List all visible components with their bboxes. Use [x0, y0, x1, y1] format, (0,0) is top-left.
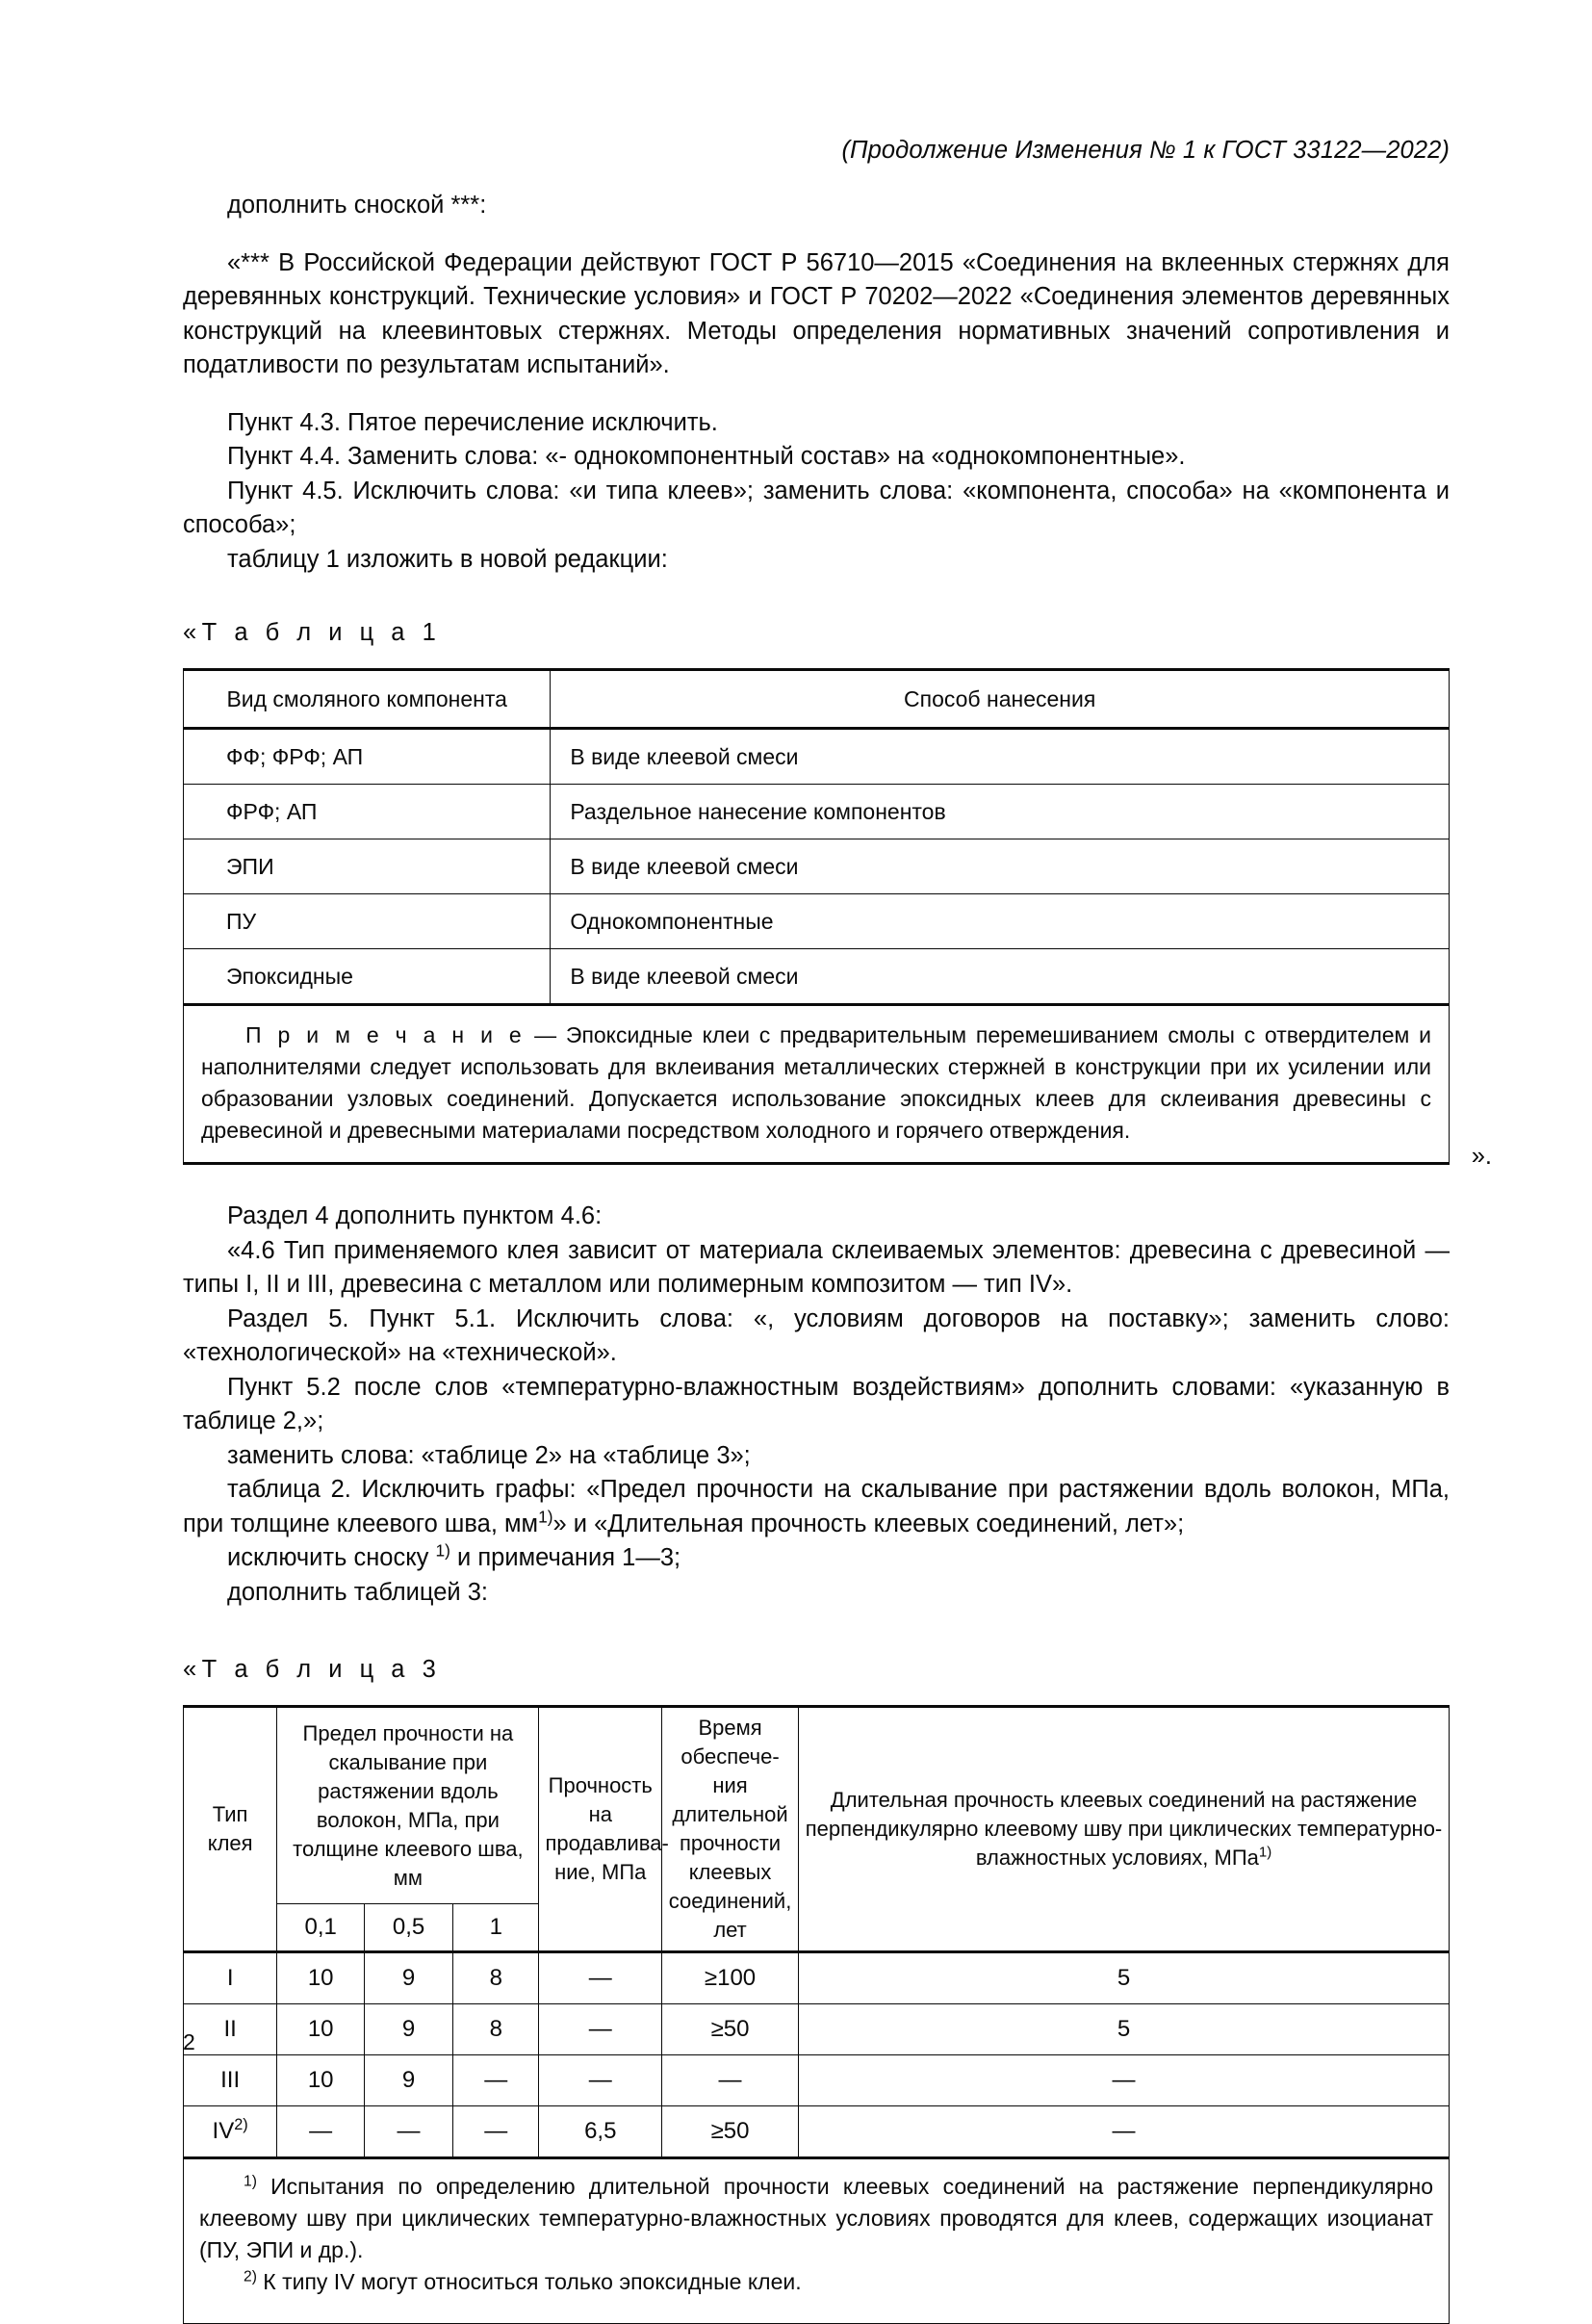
table1-note-label: П р и м е ч а н и е [245, 1022, 526, 1047]
superscript-footnote-2: 2) [244, 2268, 257, 2285]
table1-note [184, 1005, 1450, 1164]
table3-header-time: Время обеспечения длительной прочности клеевых соединений, лет [662, 1707, 799, 1952]
table1-cell-component: ФРФ; АП [184, 785, 551, 839]
table1-cell-method: В виде клеевой смеси [551, 839, 1450, 894]
paragraph-item-4-6: «4.6 Тип применяемого клея зависит от материала склеиваемых элементов: древесина с древесиной — типы I, II и III, древесина с металлом или полимерным композитом — тип IV». [183, 1236, 1450, 1298]
table3-cell-time: — [662, 2055, 799, 2106]
superscript-footnote-1: 1) [435, 1540, 450, 1561]
table3-cell-s01: — [277, 2106, 365, 2158]
table1-header-method: Способ нанесения [551, 670, 1450, 729]
paragraph-exclude-footnote-b: и примечания 1—3; [449, 1544, 681, 1571]
table3-cell-s05: 9 [365, 2004, 453, 2055]
table3-header-punch: Прочность на продавливание, МПа [539, 1707, 662, 1952]
table1-cell-component: ПУ [184, 894, 551, 949]
table1-cell-component: ЭПИ [184, 839, 551, 894]
table3-cell-type: III [184, 2055, 277, 2106]
table1-closing-quote: ». [1471, 1143, 1492, 1170]
table3-cell-punch: — [539, 2055, 662, 2106]
paragraph-table2-exclude-a: таблица 2. Исключить графы: «Предел прочности на скалывание при растяжении вдоль волокон, МПа, при толщине клеевого шва, мм [183, 1476, 1450, 1537]
paragraph-add-footnote: дополнить сноской ***: [227, 192, 487, 219]
table3-cell-type: I [184, 1952, 277, 2004]
table3-footnote-1 [199, 2171, 1433, 2266]
table3-footnote-1-text: Испытания по определению длительной прочности клеевых соединений на растяжение перпендикулярно клеевому шву при циклических температурно-влажностных условиях проводятся для клеев, содержащих изоцианат (ПУ, ЭПИ и др.). [199, 2174, 1433, 2262]
table3-footnotes-row [184, 2158, 1450, 2324]
table3-header-shear: Предел прочности на скалывание при растяжении вдоль волокон, МПа, при толщине клеевого шва, мм [277, 1707, 539, 1904]
table3-header-type [184, 1707, 277, 1952]
page-number: 2 [183, 2029, 195, 2054]
table3-cell-longterm: 5 [799, 1952, 1450, 2004]
table1-note-row [184, 1005, 1450, 1164]
table3-footnotes [184, 2158, 1450, 2324]
table3-cell-s05: 9 [365, 1952, 453, 2004]
table3-cell-time: ≥50 [662, 2106, 799, 2158]
table3-cell-type: II [184, 2004, 277, 2055]
table1-cell-component: ФФ; ФРФ; АП [184, 729, 551, 785]
document-body [183, 189, 1492, 2324]
superscript-footnote-2: 2) [234, 2116, 248, 2133]
table-row-header [184, 1707, 1450, 1904]
table3-cell-s1: 8 [453, 1952, 539, 2004]
table3-cell-longterm: — [799, 2055, 1450, 2106]
paragraph-table2-exclude-b: » и «Длительная прочность клеевых соединений, лет»; [552, 1510, 1185, 1537]
table3-cell-type-text: IV [212, 2118, 235, 2144]
table-1 [183, 668, 1450, 1165]
paragraph-item-4-3: Пункт 4.3. Пятое перечисление исключить. [227, 408, 718, 436]
table3-cell-time: ≥50 [662, 2004, 799, 2055]
table3-subheader-01: 0,1 [277, 1904, 365, 1952]
table1-caption [183, 619, 1450, 647]
table3-cell-s1: 8 [453, 2004, 539, 2055]
paragraph-add-table3: дополнить таблицей 3: [227, 1578, 488, 1606]
table1-cell-component: Эпоксидные [184, 949, 551, 1005]
table3-cell-s01: 10 [277, 2004, 365, 2055]
table3-cell-time: ≥100 [662, 1952, 799, 2004]
table-row [184, 949, 1450, 1005]
table3-caption-text: «Т а б л и ц а [183, 1656, 423, 1683]
table3-cell-punch: — [539, 2004, 662, 2055]
table3-caption-number: 3 [422, 1656, 436, 1683]
superscript-footnote-1: 1) [244, 2173, 257, 2190]
table1-cell-method: Однокомпонентные [551, 894, 1450, 949]
paragraph-exclude-footnote [183, 1541, 1450, 1576]
table3-cell-s01: 10 [277, 1952, 365, 2004]
table1-note-dash: — [525, 1022, 566, 1047]
table3-cell-type [184, 2106, 277, 2158]
table1-wrapper [183, 668, 1492, 1170]
table1-header-component: Вид смоляного компонента [184, 670, 551, 729]
table1-cell-method: Раздельное нанесение компонентов [551, 785, 1450, 839]
paragraph-item-5-1: Раздел 5. Пункт 5.1. Исключить слова: «, условиям договоров на поставку»; заменить слово: «технологической» на «технической». [183, 1304, 1450, 1366]
table3-header-type-line1: Тип [212, 1802, 248, 1826]
table3-cell-s1: — [453, 2106, 539, 2158]
table3-cell-punch: — [539, 1952, 662, 2004]
paragraph-item-4-5: Пункт 4.5. Исключить слова: «и типа клеев»; заменить слова: «компонента, способа» на «компонента и способа»; [183, 477, 1450, 538]
table-row [184, 2055, 1450, 2106]
table-row [184, 2004, 1450, 2055]
running-head: (Продолжение Изменения № 1 к ГОСТ 33122—2022) [841, 137, 1450, 164]
table3-caption [183, 1656, 1450, 1684]
table3-header-type-line2: клея [207, 1831, 253, 1855]
table3-footnote-2 [199, 2266, 1433, 2298]
table-row [184, 894, 1450, 949]
paragraph-item-4-6-intro: Раздел 4 дополнить пунктом 4.6: [227, 1202, 603, 1229]
superscript-footnote-1: 1) [1258, 1844, 1272, 1861]
table3-cell-s01: 10 [277, 2055, 365, 2106]
table3-subheader-1: 1 [453, 1904, 539, 1952]
table3-cell-s05: 9 [365, 2055, 453, 2106]
table-row-header [184, 670, 1450, 729]
table-row [184, 839, 1450, 894]
paragraph-table2-exclude [183, 1473, 1450, 1541]
table1-caption-number: 1 [422, 619, 436, 646]
paragraph-item-5-2: Пункт 5.2 после слов «температурно-влажностным воздействиям» дополнить словами: «указанную в таблице 2,»; [183, 1373, 1450, 1434]
paragraph-footnote-text: «*** В Российской Федерации действуют ГОСТ Р 56710—2015 «Соединения на вклеенных стержнях для деревянных конструкций. Технические условия» и ГОСТ Р 70202—2022 «Соединения элементов деревянных конструкций на клеевинтовых стержнях. Методы определения нормативных значений сопротивления и податливости по результатам испытаний». [183, 248, 1450, 378]
table-row [184, 785, 1450, 839]
paragraph-table1-intro: таблицу 1 изложить в новой редакции: [227, 545, 668, 573]
table1-cell-method: В виде клеевой смеси [551, 729, 1450, 785]
table3-header-longterm [799, 1707, 1450, 1952]
table-row [184, 2106, 1450, 2158]
table3-cell-s1: — [453, 2055, 539, 2106]
table1-note-text: Эпоксидные клеи с предварительным перемешиванием смолы с отвердителем и наполнителями следует использовать для вклеивания металлических стержней в конструкции при их усилении или образовании узловых соединений. Допускается использование эпоксидных клеев для склеивания древесины с древесиной и древесными материалами посредством холодного и горячего отверждения. [201, 1022, 1431, 1143]
paragraph-replace-words: заменить слова: «таблице 2» на «таблице 3»; [227, 1441, 751, 1469]
table3-cell-longterm: — [799, 2106, 1450, 2158]
table-row [184, 1952, 1450, 2004]
table1-caption-text: «Т а б л и ц а [183, 619, 423, 646]
table3-header-longterm-text: Длительная прочность клеевых соединений на растяжение перпендикулярно клеевому шву при циклических температурно-влажностных условиях, МПа [805, 1788, 1443, 1870]
table3-cell-longterm: 5 [799, 2004, 1450, 2055]
paragraph-exclude-footnote-a: исключить сноску [227, 1544, 436, 1571]
table3-cell-s05: — [365, 2106, 453, 2158]
table-row [184, 729, 1450, 785]
table3-subheader-05: 0,5 [365, 1904, 453, 1952]
table1-cell-method: В виде клеевой смеси [551, 949, 1450, 1005]
table3-footnote-2-text: К типу IV могут относиться только эпоксидные клеи. [256, 2269, 802, 2294]
superscript-footnote-1: 1) [538, 1507, 553, 1526]
table3-cell-punch: 6,5 [539, 2106, 662, 2158]
paragraph-item-4-4: Пункт 4.4. Заменить слова: «- однокомпонентный состав» на «однокомпонентные». [227, 443, 1186, 470]
table-3 [183, 1705, 1450, 2324]
